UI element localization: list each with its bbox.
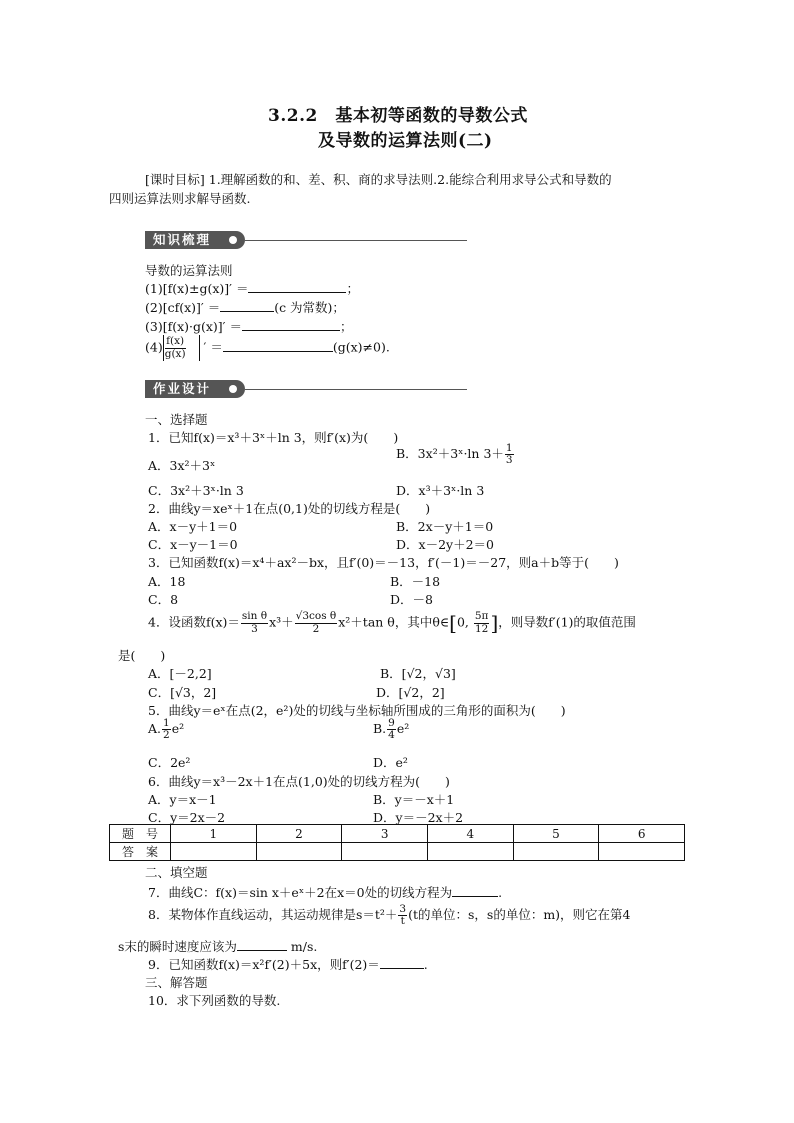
answer-label-cell: 答 案 xyxy=(110,843,171,861)
q4-f1-num: sin θ xyxy=(241,610,268,623)
q1-b-num: 1 xyxy=(505,442,513,454)
objective-text1: 1.理解函数的和、差、积、商的求导法则.2.能综合利用求导公式和导数的 xyxy=(208,172,612,187)
q4-stem: 4．设函数f(x)＝ $\frac{\text{sin θ}}{3}$ x³＋ $\frac{\text{√3cos θ}}{2}$ x²＋tan θ，其中θ∈[0, $\frac{5\pi}{12}$ ]，则导数f′(1)的取值范围 xyxy=(148,610,636,635)
answer-cell[interactable] xyxy=(513,843,599,861)
rule-3-text: (3)[f(x)·g(x)]′ ＝ xyxy=(145,319,242,334)
q7-text: 7．曲线C：f(x)＝sin x＋eˣ＋2在x＝0处的切线方程为 xyxy=(148,885,453,900)
rule-3-blank[interactable] xyxy=(242,319,340,331)
q3-option-c: C．8 xyxy=(148,592,179,607)
objective-line2: 四则运算法则求解导函数. xyxy=(109,191,251,206)
rule-1-blank[interactable] xyxy=(248,281,346,293)
q8-cont-end: m/s. xyxy=(290,939,318,954)
q8 xyxy=(148,904,631,927)
q5-a-post: e² xyxy=(171,721,185,737)
q4-mid2: x²＋tan θ，其中θ∈ xyxy=(338,614,450,630)
q1-option-a: A．3x²＋3ˣ xyxy=(148,458,216,473)
q5-option-a xyxy=(148,718,184,741)
q7-blank[interactable] xyxy=(452,885,498,897)
homework-title: 作业设计 xyxy=(153,381,212,396)
q3-option-d: D．－8 xyxy=(390,592,433,607)
answer-cell[interactable] xyxy=(427,843,513,861)
q5-stem: 5．曲线y＝eˣ在点(2，e²)处的切线与坐标轴所围成的三角形的面积为( ) xyxy=(148,703,566,718)
q4-f2-den: 2 xyxy=(312,622,320,635)
homework-banner xyxy=(145,380,467,398)
q4-option-d: D．[√2，2] xyxy=(376,685,445,700)
page-title-line1: 3.2.2 基本初等函数的导数公式 xyxy=(268,106,528,126)
answer-cell[interactable] xyxy=(599,843,685,861)
q9-end: . xyxy=(423,957,428,972)
rules-heading: 导数的运算法则 xyxy=(145,263,233,278)
q3-option-b: B．－18 xyxy=(390,574,441,589)
answer-cell[interactable] xyxy=(256,843,342,861)
q9 xyxy=(148,955,428,973)
q8-pre: 8．某物体作直线运动，其运动规律是s＝t²＋ xyxy=(148,907,398,923)
q5-option-b xyxy=(373,718,409,741)
q2-option-d: D．x－2y＋2＝0 xyxy=(396,537,494,552)
q8-num: 3 xyxy=(399,903,407,915)
q4-int-left: 0, xyxy=(456,614,469,630)
q1-b-text: B．3x²＋3ˣ·ln 3＋ xyxy=(396,446,504,462)
q7-end: . xyxy=(498,885,503,900)
q6-option-b: B．y＝－x＋1 xyxy=(373,792,455,807)
rule-2-blank[interactable] xyxy=(220,300,274,312)
q2-option-a: A．x－y＋1＝0 xyxy=(148,519,238,534)
q4-cont: 是( ) xyxy=(118,648,166,663)
q6-option-c: C．y＝2x－2 xyxy=(148,810,226,825)
q2-option-b: B．2x－y＋1＝0 xyxy=(396,519,494,534)
q8-cont-text: s末的瞬时速度应该为 xyxy=(118,939,237,954)
table-row xyxy=(110,843,685,861)
q5-option-c: C．2e² xyxy=(148,755,191,770)
table-header-cell: 6 xyxy=(599,825,685,843)
q8-den: t xyxy=(400,915,405,928)
rule-4 xyxy=(145,335,390,361)
objective-line1 xyxy=(145,170,612,188)
q7 xyxy=(148,883,502,901)
q1-stem: 1．已知f(x)＝x³＋3ˣ＋ln 3，则f′(x)为( ) xyxy=(148,430,399,445)
q5-b-den: 4 xyxy=(388,729,395,742)
table-header-cell: 5 xyxy=(513,825,599,843)
q5-a-den: 2 xyxy=(163,729,170,742)
q10: 10．求下列函数的导数. xyxy=(148,993,281,1008)
q5-b-pre: B. xyxy=(373,721,387,737)
q3-stem: 3．已知函数f(x)＝x⁴＋ax²－bx，且f′(0)＝－13，f′(－1)＝－27，则a＋b等于( ) xyxy=(148,555,619,570)
q1-option-d: D．x³＋3ˣ·ln 3 xyxy=(396,483,485,498)
table-header-cell: 题 号 xyxy=(110,825,171,843)
q1-option-b xyxy=(396,443,515,466)
rule-1-text: (1)[f(x)±g(x)]′ ＝ xyxy=(145,281,249,296)
q4-option-c: C．[√3，2] xyxy=(148,685,217,700)
rule-2-end: (c 为常数)； xyxy=(274,300,345,315)
q6-option-a: A．y＝x－1 xyxy=(148,792,217,807)
bullet-icon xyxy=(229,385,237,393)
rule-4-prefix: (4) xyxy=(145,339,163,355)
q4-option-a: A．[－2,2] xyxy=(148,666,212,681)
q4-option-b: B．[√2，√3] xyxy=(380,666,456,681)
q4-f2-num: √3cos θ xyxy=(295,610,337,623)
part1-heading: 一、选择题 xyxy=(145,412,208,427)
answer-cell[interactable] xyxy=(171,843,257,861)
q5-a-pre: A. xyxy=(148,721,162,737)
rule-4-blank[interactable] xyxy=(223,340,333,352)
q8-post: (t的单位：s，s的单位：m)，则它在第4 xyxy=(408,907,631,923)
table-header-cell: 1 xyxy=(171,825,257,843)
q4-int-num: 5π xyxy=(474,610,489,623)
q4-mid1: x³＋ xyxy=(269,614,294,630)
q8-cont xyxy=(118,937,317,955)
q4-int-den: 12 xyxy=(474,622,489,635)
rule-4-mid: ′ ＝ xyxy=(203,339,223,355)
q9-text: 9．已知函数f(x)＝x²f′(2)＋5x，则f′(2)＝ xyxy=(148,957,380,972)
q5-b-post: e² xyxy=(396,721,410,737)
q9-blank[interactable] xyxy=(380,957,424,969)
q1-option-c: C．3x²＋3ˣ·ln 3 xyxy=(148,483,244,498)
rule-4-end: (g(x)≠0). xyxy=(332,339,390,355)
q3-option-a: A．18 xyxy=(148,574,186,589)
rule-3-end: ； xyxy=(339,319,353,334)
q6-stem: 6．曲线y＝x³－2x＋1在点(1,0)处的切线方程为( ) xyxy=(148,774,450,789)
table-row xyxy=(110,825,685,843)
rule-1 xyxy=(145,279,359,297)
rule-3 xyxy=(145,317,353,335)
q5-b-num: 9 xyxy=(388,717,395,729)
objective-label: [课时目标] xyxy=(145,172,205,187)
page-title-line2: 及导数的运算法则(二) xyxy=(318,131,493,151)
answer-cell[interactable] xyxy=(342,843,428,861)
rule-4-den: g(x) xyxy=(164,347,186,360)
answer-table xyxy=(109,824,685,861)
part3-heading: 三、解答题 xyxy=(145,975,208,990)
q4-f1-den: 3 xyxy=(251,622,258,635)
knowledge-title: 知识梳理 xyxy=(153,232,212,247)
q4-pre: 4．设函数f(x)＝ xyxy=(148,614,240,630)
table-header-cell: 2 xyxy=(256,825,342,843)
q4-post: ，则导数f′(1)的取值范围 xyxy=(498,614,636,630)
bullet-icon xyxy=(229,236,237,244)
table-header-cell: 4 xyxy=(427,825,513,843)
q6-option-d: D．y＝－2x＋2 xyxy=(373,810,464,825)
table-header-cell: 3 xyxy=(342,825,428,843)
q5-a-num: 1 xyxy=(163,717,170,729)
part2-heading: 二、填空题 xyxy=(145,865,208,880)
rule-1-end: ； xyxy=(346,281,359,296)
rule-2 xyxy=(145,298,345,316)
q8-blank[interactable] xyxy=(237,939,287,951)
knowledge-banner xyxy=(145,231,467,249)
q1-b-den: 3 xyxy=(505,454,513,467)
q5-option-d: D．e² xyxy=(373,755,408,770)
q2-stem: 2．曲线y＝xeˣ＋1在点(0,1)处的切线方程是( ) xyxy=(148,501,431,516)
q2-option-c: C．x－y－1＝0 xyxy=(148,537,238,552)
rule-2-text: (2)[cf(x)]′ ＝ xyxy=(145,300,221,315)
rule-4-num: f(x) xyxy=(166,335,185,348)
